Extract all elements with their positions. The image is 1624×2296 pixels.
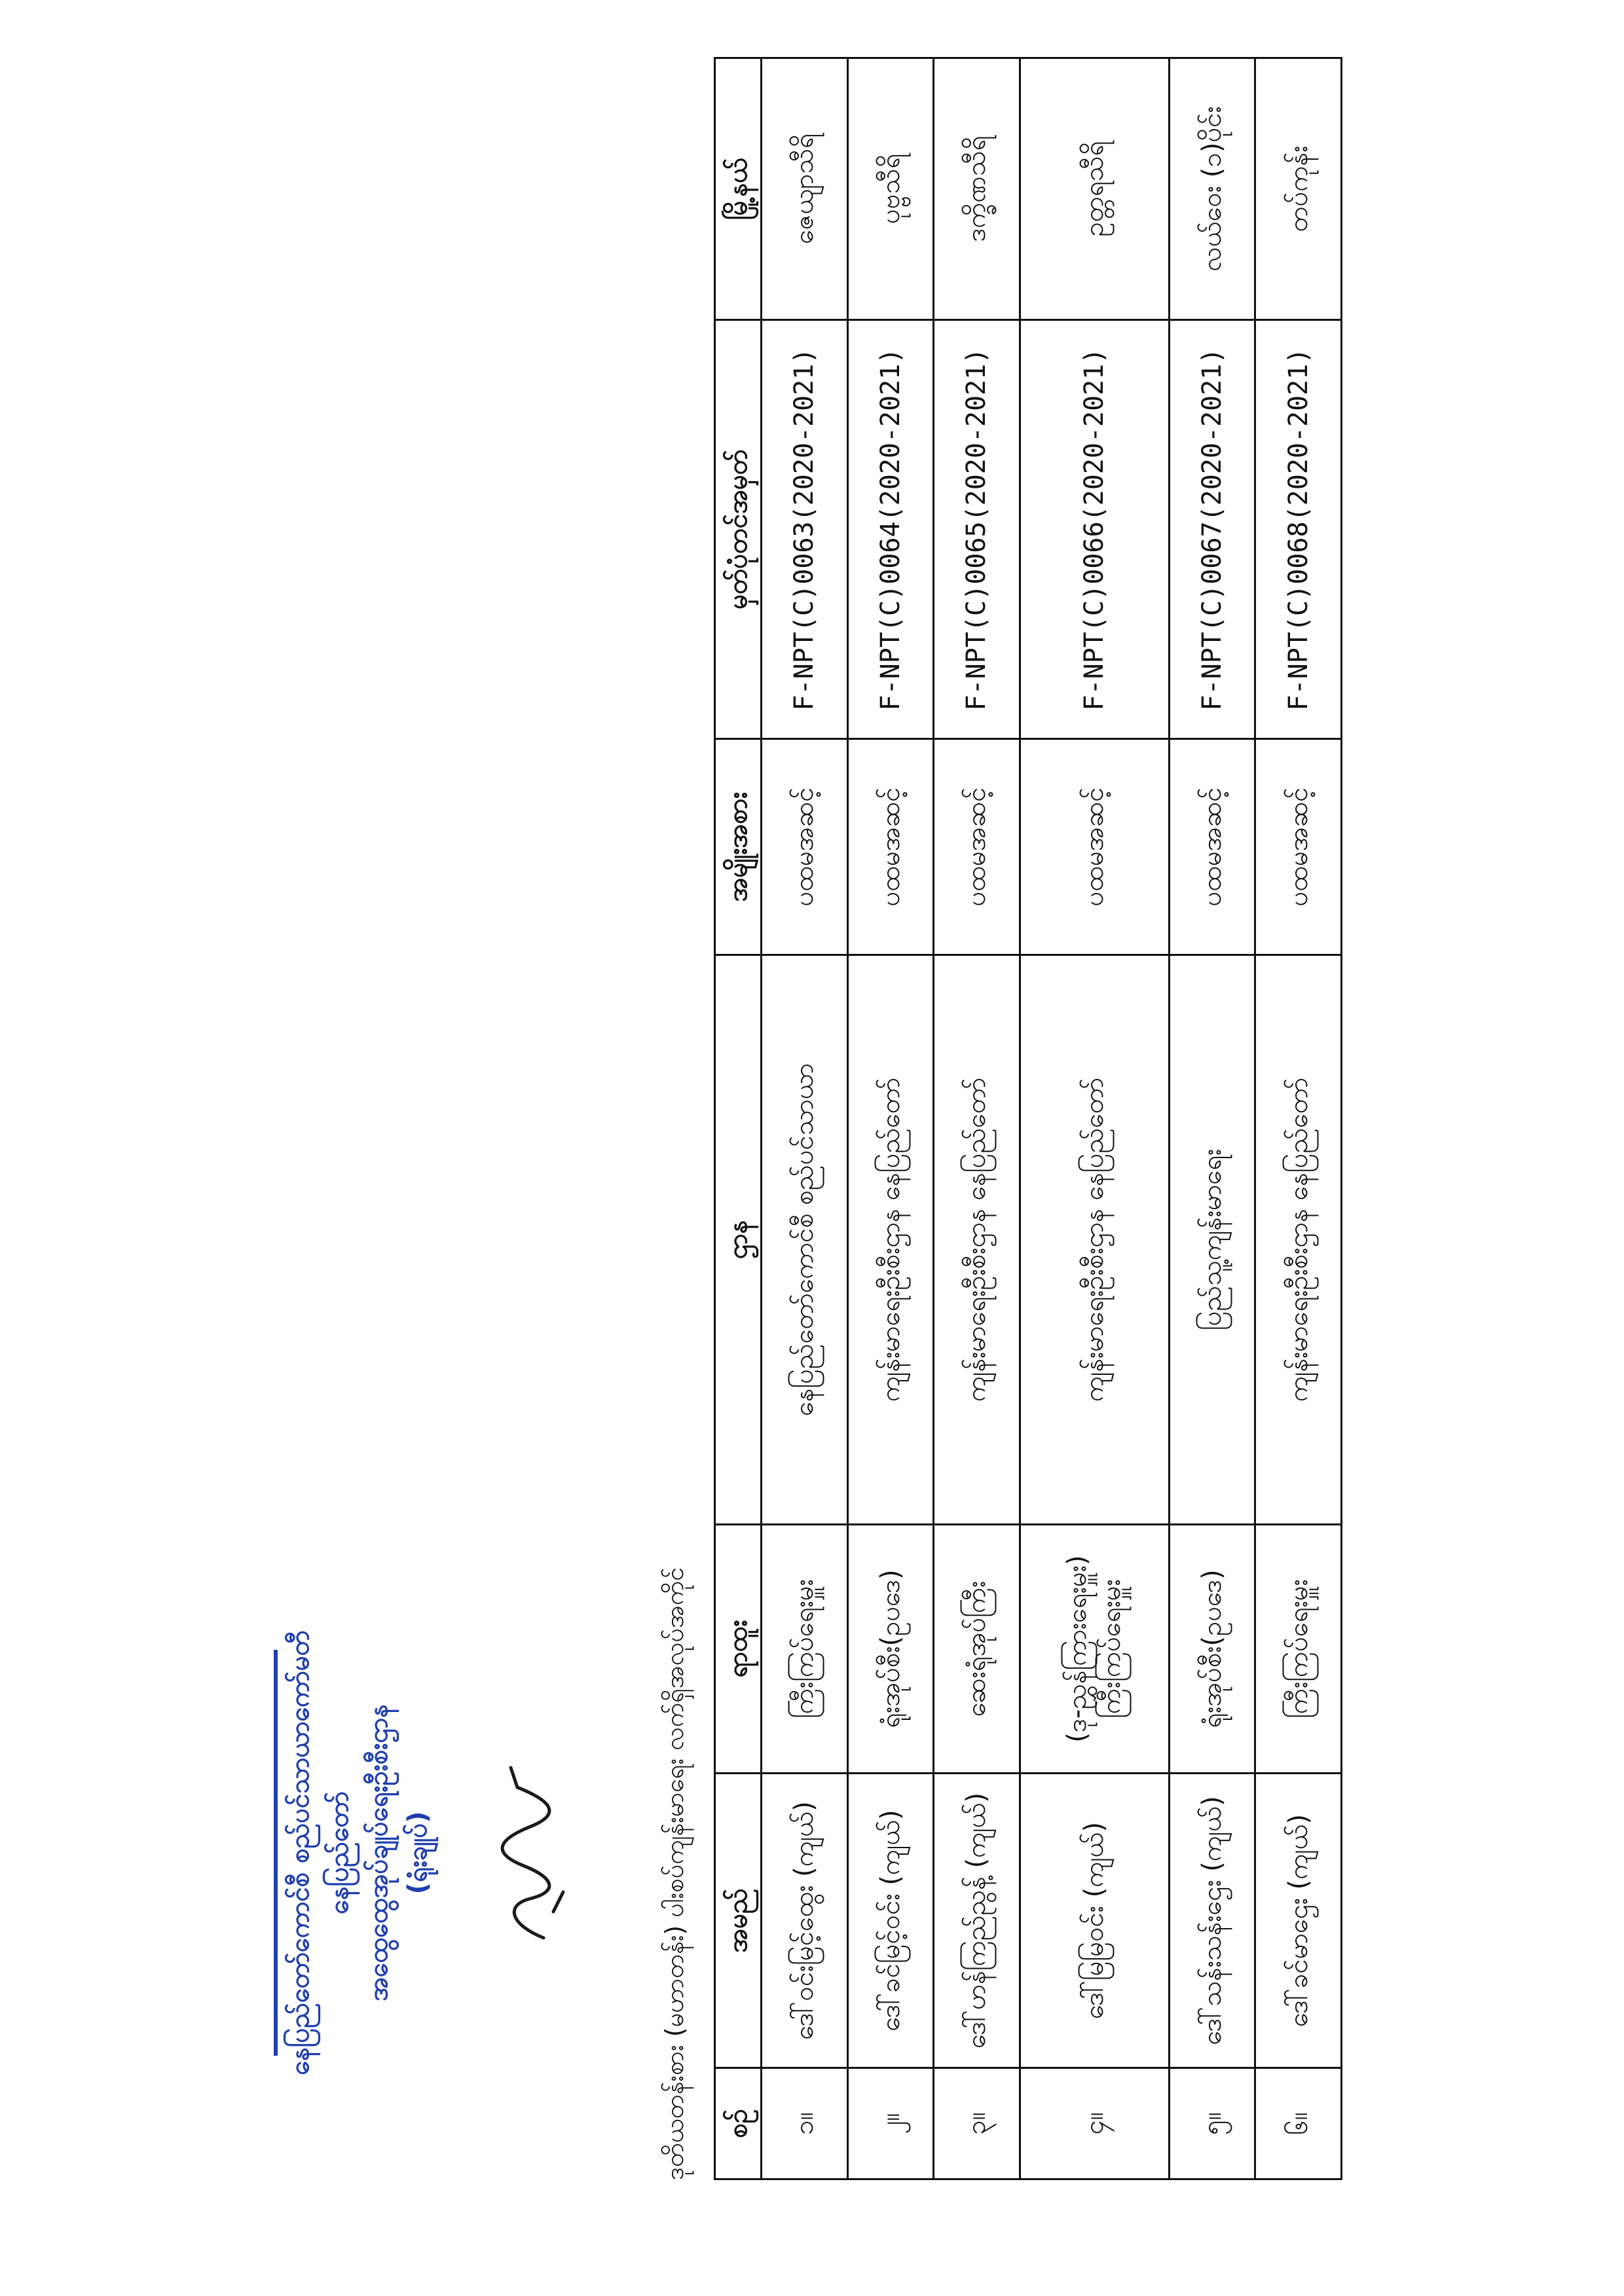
- header-category: အမျိုးအစား: [715, 739, 762, 955]
- cell-position: ဆေးရုံအုပ်ကြီး: [934, 1525, 1020, 1774]
- table-row: [1255, 58, 1342, 2179]
- cell-position: ရုံးအုပ်စီး(ဥပဒေ): [847, 1525, 934, 1774]
- cell-town: ပုဗ္ဗသီရိ: [847, 58, 934, 320]
- table-row: [847, 58, 934, 2179]
- cell-name: ဒေါ်ဝင်းမြင့်ထွေး (ကျယ်): [762, 1774, 848, 2068]
- seal-line-1: နေပြည်တော်ကောင်စီ စည်ပင်သာယာကော်မတီ: [285, 1630, 315, 2075]
- cell-register: F-NPT(C)0067(2020-2021): [1169, 320, 1255, 739]
- cell-category: ပထမအဆင့်: [847, 739, 934, 955]
- table-row: [1020, 58, 1169, 2179]
- cell-department: နေပြည်တော်ကောင်စီ စည်ပင်သာယာ: [762, 955, 848, 1525]
- cell-town: တပ်ကုန်း: [1255, 58, 1342, 320]
- header-register: မှတ်ပုံတင်အမှတ်: [715, 320, 762, 739]
- cell-no: ၆။: [1255, 2068, 1342, 2179]
- cell-department: ကျန်းမာရေးဦးစီးဌာန နေပြည်တော်: [1255, 955, 1342, 1525]
- cell-town: လယ်ဝေး (၁)ပိုင်း: [1169, 58, 1255, 320]
- cell-name: ဒေါ်မြမြဝင်း (ကျယ်): [1020, 1774, 1169, 2068]
- header-name: အမည်: [715, 1774, 762, 2068]
- seal-line-3: အထွေထွေအုပ်ချုပ်ရေးဦးစီးဌာန: [363, 1704, 394, 2001]
- table-row: [934, 58, 1020, 2179]
- cell-category: ပထမအဆင့်: [1169, 739, 1255, 955]
- cell-position: (ဒု-ညွှန်ကြားရေးမှူး) ကြီးကြပ်ရေးမှူး: [1020, 1525, 1169, 1774]
- cell-no: ၄။: [1020, 2068, 1169, 2179]
- cell-department: ကျန်းမာရေးဦးစီးဌာန နေပြည်တော်: [847, 955, 934, 1525]
- handwritten-signature-icon: [485, 1755, 570, 1951]
- cell-register: F-NPT(C)0063(2020-2021): [762, 320, 848, 739]
- cell-register: F-NPT(C)0065(2020-2021): [934, 320, 1020, 739]
- cell-register: F-NPT(C)0064(2020-2021): [847, 320, 934, 739]
- signature-block: [268, 1624, 596, 2082]
- cell-department: ပြည်သူ့ကျန်းမာရေး: [1169, 955, 1255, 1525]
- cell-no: ၂။: [847, 2068, 934, 2179]
- cell-name: ဒေါ်သန်းသန်းဌေး (ကျယ်): [1169, 1774, 1255, 2068]
- seal-line-4: (ရုံးချုပ်): [403, 1811, 433, 1895]
- cell-position: ရုံးအုပ်စီး(ဥပဒေ): [1169, 1525, 1255, 1774]
- cell-no: ၃။: [934, 2068, 1020, 2179]
- cell-category: ပထမအဆင့်: [1255, 739, 1342, 955]
- cell-no: ၅။: [1169, 2068, 1255, 2179]
- cell-position: ကြီးကြပ်ရေးမှူး: [1255, 1525, 1342, 1774]
- cell-category: ပထမအဆင့်: [1020, 739, 1169, 955]
- cell-name: ဒေါ်ခင်မြင့်ဝင်း (ကျယ်): [847, 1774, 934, 2068]
- seal-rule: [274, 1650, 278, 2056]
- table-row: [1169, 58, 1255, 2179]
- header-department: ဌာန: [715, 955, 762, 1525]
- cell-no: ၁။: [762, 2068, 848, 2179]
- cell-position: ကြီးကြပ်ရေးမှူး: [762, 1525, 848, 1774]
- header-no: စဉ်: [715, 2068, 762, 2179]
- table-row: [762, 58, 848, 2179]
- cell-town: ဒက္ခိဏသီရိ: [934, 58, 1020, 320]
- document-caption: ဒုတိယတန်းစား (မဟာတန်း) ပါးစပ်ကျန်းမာရေး လက်ရှိအလုပ်အကိုင်: [660, 1567, 689, 2180]
- cell-category: ပထမအဆင့်: [762, 739, 848, 955]
- cell-name: ဒေါ်ဟန်ကြည်ညွန့် (ကျယ်): [934, 1774, 1020, 2068]
- cell-town: ဇေယျာသီရိ: [762, 58, 848, 320]
- cell-department: ကျန်းမာရေးဦးစီးဌာန နေပြည်တော်: [1020, 955, 1169, 1525]
- cell-town: ဥတ္တရသီရိ: [1020, 58, 1169, 320]
- cell-register: F-NPT(C)0066(2020-2021): [1020, 320, 1169, 739]
- table-header-row: [715, 58, 762, 2179]
- header-position: ရာထူး: [715, 1525, 762, 1774]
- cell-category: ပထမအဆင့်: [934, 739, 1020, 955]
- cell-department: ကျန်းမာရေးဦးစီးဌာန နေပြည်တော်: [934, 955, 1020, 1525]
- cell-register: F-NPT(C)0068(2020-2021): [1255, 320, 1342, 739]
- rotated-document: [655, 59, 1362, 2180]
- header-town: မြို့နယ်: [715, 58, 762, 320]
- cell-name: ဒေါ်ခင်မာဌေး (ကျယ်): [1255, 1774, 1342, 2068]
- seal-line-2: နေပြည်တော်: [324, 1791, 354, 1914]
- registration-table: [714, 57, 1342, 2180]
